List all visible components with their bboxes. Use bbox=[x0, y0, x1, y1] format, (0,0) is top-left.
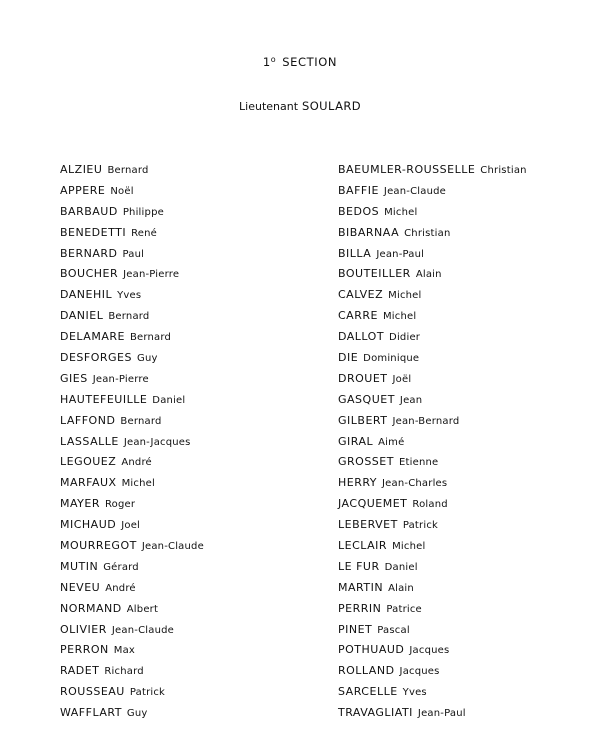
name-entry bbox=[338, 287, 527, 308]
name-entry bbox=[338, 392, 527, 413]
name-entry bbox=[60, 225, 204, 246]
name-entry bbox=[338, 454, 527, 475]
given-name: Christian bbox=[480, 165, 527, 176]
name-entry bbox=[60, 287, 204, 308]
name-entry bbox=[338, 580, 527, 601]
given-name: André bbox=[121, 457, 152, 469]
given-name: Jean-Bernard bbox=[392, 415, 460, 427]
given-name: Yves bbox=[117, 290, 142, 302]
surname: APPERE bbox=[60, 183, 106, 197]
surname: ROUSSEAU bbox=[60, 685, 125, 699]
surname: PINET bbox=[338, 622, 373, 636]
surname: BAFFIE bbox=[338, 183, 379, 197]
surname: DIE bbox=[338, 351, 359, 365]
name-entry bbox=[60, 434, 204, 455]
given-name: Jean-Claude bbox=[383, 185, 447, 197]
name-entry bbox=[338, 475, 527, 496]
section-title bbox=[0, 55, 600, 69]
surname: POTHUAUD bbox=[338, 643, 405, 657]
section-number: 1 bbox=[262, 55, 271, 69]
surname: LASSALLE bbox=[60, 434, 119, 448]
surname: RADET bbox=[60, 664, 100, 678]
right-name-column bbox=[338, 162, 527, 726]
name-entry bbox=[338, 622, 527, 643]
given-name: Didier bbox=[389, 332, 421, 344]
name-entry bbox=[60, 580, 204, 601]
given-name: Guy bbox=[126, 708, 148, 720]
given-name: Michel bbox=[121, 478, 155, 490]
name-entry bbox=[338, 225, 527, 246]
name-entry bbox=[60, 329, 204, 350]
surname: HAUTEFEUILLE bbox=[60, 392, 148, 406]
given-name: Etienne bbox=[398, 457, 439, 469]
left-name-column bbox=[60, 162, 204, 726]
given-name: Joel bbox=[121, 520, 141, 532]
name-entry bbox=[60, 392, 204, 413]
name-entry bbox=[338, 705, 527, 726]
surname: DANEHIL bbox=[60, 288, 113, 302]
surname: PERRIN bbox=[338, 601, 382, 615]
name-entry bbox=[60, 475, 204, 496]
given-name: Jean-Paul bbox=[417, 708, 466, 720]
surname: NEVEU bbox=[60, 580, 101, 594]
surname: LECLAIR bbox=[338, 539, 388, 553]
given-name: Bernard bbox=[120, 415, 162, 427]
given-name: Bernard bbox=[129, 332, 172, 344]
section-number-superscript: o bbox=[270, 55, 277, 64]
given-name: Richard bbox=[104, 666, 144, 678]
name-entry bbox=[338, 183, 527, 204]
given-name: Patrick bbox=[402, 520, 439, 532]
name-entry bbox=[60, 642, 204, 663]
name-entry bbox=[338, 329, 527, 350]
given-name: Roland bbox=[412, 499, 448, 511]
surname: CALVEZ bbox=[338, 288, 384, 302]
surname: MARFAUX bbox=[60, 476, 117, 490]
name-entry bbox=[338, 601, 527, 622]
name-entry bbox=[338, 371, 527, 392]
name-entry bbox=[338, 663, 527, 684]
name-entry bbox=[338, 496, 527, 517]
name-entry bbox=[338, 559, 527, 580]
surname: MICHAUD bbox=[60, 518, 117, 532]
name-entry bbox=[60, 350, 204, 371]
name-entry bbox=[338, 266, 527, 287]
name-entry bbox=[338, 350, 527, 371]
name-entry bbox=[60, 705, 204, 726]
given-name: Jean-Jacques bbox=[123, 436, 191, 448]
surname: LAFFOND bbox=[60, 413, 116, 427]
given-name: Noël bbox=[110, 185, 134, 197]
surname: GIRAL bbox=[338, 434, 374, 448]
given-name: André bbox=[105, 582, 136, 594]
officer-name: SOULARD bbox=[302, 99, 361, 113]
given-name: Jean-Claude bbox=[141, 541, 204, 553]
surname: LEBERVET bbox=[338, 518, 398, 532]
given-name: Bernard bbox=[107, 165, 149, 176]
name-entry bbox=[338, 246, 527, 267]
surname: MUTIN bbox=[60, 559, 99, 573]
given-name: Jean-Pierre bbox=[123, 269, 180, 281]
name-entry bbox=[338, 538, 527, 559]
name-entry bbox=[338, 413, 527, 434]
given-name: Daniel bbox=[152, 394, 186, 406]
surname: BEDOS bbox=[338, 204, 380, 218]
surname: BERNARD bbox=[60, 246, 118, 260]
surname: DROUET bbox=[338, 371, 388, 385]
given-name: Aimé bbox=[378, 436, 405, 448]
section-label: SECTION bbox=[282, 55, 338, 69]
name-entry bbox=[60, 183, 204, 204]
given-name: Jacques bbox=[409, 645, 450, 657]
surname: TRAVAGLIATI bbox=[338, 706, 413, 720]
name-entry bbox=[60, 517, 204, 538]
name-entry bbox=[338, 684, 527, 705]
surname: BARBAUD bbox=[60, 204, 118, 218]
given-name: Michel bbox=[384, 206, 418, 218]
surname: LEGOUEZ bbox=[60, 455, 117, 469]
surname: BOUCHER bbox=[60, 267, 119, 281]
name-entry bbox=[60, 601, 204, 622]
surname: DANIEL bbox=[60, 309, 104, 323]
surname: GROSSET bbox=[338, 455, 394, 469]
surname: GILBERT bbox=[338, 413, 388, 427]
given-name: Yves bbox=[402, 687, 427, 699]
surname: BOUTEILLER bbox=[338, 267, 411, 281]
surname: LE FUR bbox=[338, 559, 380, 573]
name-entry bbox=[338, 308, 527, 329]
given-name: Bernard bbox=[108, 311, 150, 323]
surname: BAEUMLER-ROUSSELLE bbox=[338, 163, 476, 176]
name-entry bbox=[60, 246, 204, 267]
given-name: Max bbox=[113, 645, 136, 657]
given-name: Michel bbox=[382, 311, 417, 323]
surname: CARRE bbox=[338, 309, 378, 323]
name-entry bbox=[60, 496, 204, 517]
surname: MAYER bbox=[60, 497, 100, 511]
surname: PERRON bbox=[60, 643, 109, 657]
given-name: Christian bbox=[404, 227, 451, 239]
name-entry bbox=[60, 454, 204, 475]
given-name: René bbox=[131, 227, 158, 239]
surname: SARCELLE bbox=[338, 685, 398, 699]
officer-heading bbox=[0, 99, 600, 113]
given-name: Pascal bbox=[377, 624, 410, 636]
name-entry bbox=[60, 266, 204, 287]
surname: GIES bbox=[60, 371, 88, 385]
name-entry bbox=[60, 559, 204, 580]
given-name: Guy bbox=[137, 353, 158, 365]
name-entry bbox=[338, 204, 527, 225]
surname: MARTIN bbox=[338, 580, 384, 594]
name-entry bbox=[60, 204, 204, 225]
surname: WAFFLART bbox=[60, 706, 122, 720]
name-entry bbox=[60, 538, 204, 559]
surname: OLIVIER bbox=[60, 622, 107, 636]
name-entry bbox=[60, 371, 204, 392]
given-name: Dominique bbox=[363, 353, 420, 365]
name-entry bbox=[338, 434, 527, 455]
given-name: Jean bbox=[399, 394, 423, 406]
surname: MOURREGOT bbox=[60, 539, 137, 553]
given-name: Gérard bbox=[103, 561, 139, 573]
surname: ALZIEU bbox=[60, 163, 103, 176]
given-name: Patrick bbox=[129, 687, 166, 699]
given-name: Philippe bbox=[122, 206, 164, 218]
surname: DESFORGES bbox=[60, 351, 132, 365]
surname: BILLA bbox=[338, 246, 372, 260]
given-name: Joël bbox=[392, 373, 412, 385]
surname: JACQUEMET bbox=[338, 497, 408, 511]
name-entry bbox=[60, 622, 204, 643]
given-name: Albert bbox=[126, 603, 159, 615]
name-entry bbox=[60, 413, 204, 434]
given-name: Jean-Charles bbox=[382, 478, 448, 490]
given-name: Jean-Claude bbox=[111, 624, 175, 636]
officer-rank: Lieutenant bbox=[239, 100, 299, 113]
surname: DALLOT bbox=[338, 330, 385, 344]
surname: HERRY bbox=[338, 476, 378, 490]
given-name: Roger bbox=[104, 499, 136, 511]
given-name: Daniel bbox=[384, 561, 418, 573]
name-entry bbox=[338, 642, 527, 663]
name-entry bbox=[338, 162, 527, 183]
given-name: Michel bbox=[388, 290, 422, 302]
name-entry bbox=[60, 684, 204, 705]
name-entry bbox=[60, 308, 204, 329]
given-name: Alain bbox=[388, 582, 414, 594]
surname: ROLLAND bbox=[338, 664, 395, 678]
given-name: Paul bbox=[122, 248, 145, 260]
name-entry bbox=[60, 663, 204, 684]
given-name: Jacques bbox=[399, 666, 440, 678]
surname: BIBARNAA bbox=[338, 225, 400, 239]
surname: BENEDETTI bbox=[60, 225, 127, 239]
given-name: Jean-Pierre bbox=[92, 373, 149, 385]
surname: NORMAND bbox=[60, 601, 122, 615]
given-name: Alain bbox=[415, 269, 442, 281]
name-entry bbox=[338, 517, 527, 538]
surname: DELAMARE bbox=[60, 330, 125, 344]
given-name: Jean-Paul bbox=[376, 248, 425, 260]
given-name: Michel bbox=[392, 541, 426, 553]
name-entry bbox=[60, 162, 204, 183]
surname: GASQUET bbox=[338, 392, 395, 406]
given-name: Patrice bbox=[386, 603, 422, 615]
